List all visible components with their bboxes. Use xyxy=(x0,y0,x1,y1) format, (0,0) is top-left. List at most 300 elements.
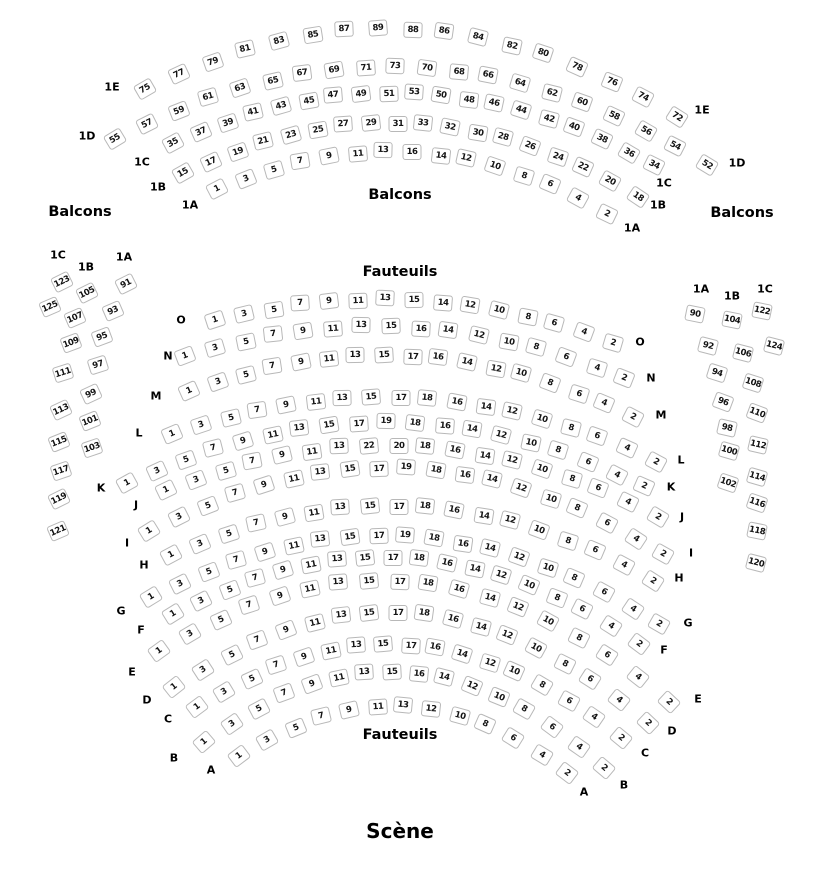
seat-fauteuils-E-7[interactable]: 7 xyxy=(237,594,260,615)
seat-fauteuils-J-7[interactable]: 7 xyxy=(242,451,264,470)
seat-fauteuils-D-11[interactable]: 11 xyxy=(304,613,326,633)
seat-fauteuils-G-11[interactable]: 11 xyxy=(283,536,305,556)
seat-fauteuils-I-19[interactable]: 19 xyxy=(396,458,416,475)
seat-balcons-1D-73[interactable]: 73 xyxy=(385,57,405,74)
seat-fauteuils-D-8[interactable]: 8 xyxy=(553,652,577,675)
seat-fauteuils-M-16[interactable]: 16 xyxy=(428,348,449,366)
seat-balcons-1D-68[interactable]: 68 xyxy=(449,63,469,81)
seat-fauteuils-G-19[interactable]: 19 xyxy=(395,526,415,543)
seat-fauteuils-B-2[interactable]: 2 xyxy=(592,756,617,780)
seat-fauteuils-F-11[interactable]: 11 xyxy=(301,556,323,575)
seat-fauteuils-D-12[interactable]: 12 xyxy=(495,624,519,646)
seat-fauteuils-A-8[interactable]: 8 xyxy=(473,713,497,735)
seat-fauteuils-L-14[interactable]: 14 xyxy=(475,398,496,416)
seat-fauteuils-M-14[interactable]: 14 xyxy=(456,352,478,372)
seat-fauteuils-C-15[interactable]: 15 xyxy=(373,636,393,654)
seat-fauteuils-K-7[interactable]: 7 xyxy=(202,438,224,458)
seat-fauteuils-G-5[interactable]: 5 xyxy=(198,561,221,583)
seat-fauteuils-K-1[interactable]: 1 xyxy=(115,471,139,494)
seat-fauteuils-H-16[interactable]: 16 xyxy=(443,500,465,519)
seat-fauteuils-H-3[interactable]: 3 xyxy=(188,533,212,555)
seat-fauteuils-N-4[interactable]: 4 xyxy=(585,358,608,379)
seat-fauteuils-K-18[interactable]: 18 xyxy=(405,414,426,432)
seat-fauteuils-D-9[interactable]: 9 xyxy=(274,619,298,641)
seat-balcons-1A-5[interactable]: 5 xyxy=(263,160,286,181)
seat-fauteuils-B-8[interactable]: 8 xyxy=(512,697,536,720)
seat-wing-right-1A-94[interactable]: 94 xyxy=(706,363,729,384)
seat-fauteuils-A-6[interactable]: 6 xyxy=(501,726,526,750)
seat-fauteuils-N-15[interactable]: 15 xyxy=(381,318,401,335)
seat-fauteuils-B-6[interactable]: 6 xyxy=(539,715,564,739)
seat-fauteuils-A-10[interactable]: 10 xyxy=(448,706,471,726)
seat-fauteuils-L-17[interactable]: 17 xyxy=(391,390,410,406)
seat-fauteuils-K-6[interactable]: 6 xyxy=(576,451,600,473)
seat-fauteuils-H-10[interactable]: 10 xyxy=(527,519,550,541)
seat-fauteuils-A-7[interactable]: 7 xyxy=(310,706,332,726)
seat-balcons-1D-61[interactable]: 61 xyxy=(197,87,220,108)
seat-fauteuils-J-22[interactable]: 22 xyxy=(359,437,379,455)
seat-balcons-1E-78[interactable]: 78 xyxy=(565,55,589,77)
seat-balcons-1E-75[interactable]: 75 xyxy=(133,77,157,100)
seat-fauteuils-I-16[interactable]: 16 xyxy=(455,466,476,484)
seat-fauteuils-G-7[interactable]: 7 xyxy=(224,549,247,569)
seat-fauteuils-F-18[interactable]: 18 xyxy=(408,549,429,567)
seat-fauteuils-F-8[interactable]: 8 xyxy=(545,587,568,609)
seat-fauteuils-D-3[interactable]: 3 xyxy=(190,658,215,682)
seat-wing-left-1A-95[interactable]: 95 xyxy=(90,326,113,348)
seat-balcons-1A-11[interactable]: 11 xyxy=(347,145,367,163)
seat-fauteuils-N-14[interactable]: 14 xyxy=(438,321,459,340)
seat-fauteuils-G-16[interactable]: 16 xyxy=(453,534,474,553)
seat-fauteuils-K-11[interactable]: 11 xyxy=(262,425,284,445)
seat-balcons-1C-48[interactable]: 48 xyxy=(459,90,480,108)
seat-balcons-1E-89[interactable]: 89 xyxy=(368,20,388,38)
seat-fauteuils-B-1[interactable]: 1 xyxy=(192,730,217,755)
seat-fauteuils-D-16[interactable]: 16 xyxy=(441,609,464,629)
seat-balcons-1A-4[interactable]: 4 xyxy=(566,187,590,210)
seat-fauteuils-O-12[interactable]: 12 xyxy=(459,295,480,314)
seat-fauteuils-I-17[interactable]: 17 xyxy=(370,460,390,477)
seat-fauteuils-N-2[interactable]: 2 xyxy=(612,367,636,389)
seat-fauteuils-M-3[interactable]: 3 xyxy=(206,371,229,392)
seat-fauteuils-A-1[interactable]: 1 xyxy=(227,744,252,768)
seat-balcons-1C-42[interactable]: 42 xyxy=(538,109,560,129)
seat-fauteuils-C-17[interactable]: 17 xyxy=(401,638,421,655)
seat-balcons-1E-74[interactable]: 74 xyxy=(631,85,655,108)
seat-fauteuils-J-14[interactable]: 14 xyxy=(474,446,495,465)
seat-fauteuils-E-13[interactable]: 13 xyxy=(328,573,348,590)
seat-fauteuils-L-10[interactable]: 10 xyxy=(530,408,553,429)
seat-fauteuils-E-8[interactable]: 8 xyxy=(567,627,591,650)
seat-fauteuils-J-13[interactable]: 13 xyxy=(329,438,349,455)
seat-balcons-1E-79[interactable]: 79 xyxy=(202,51,225,72)
seat-fauteuils-N-7[interactable]: 7 xyxy=(262,325,283,343)
seat-fauteuils-N-5[interactable]: 5 xyxy=(235,332,257,351)
seat-fauteuils-O-15[interactable]: 15 xyxy=(404,292,423,308)
seat-balcons-1A-12[interactable]: 12 xyxy=(455,148,477,168)
seat-fauteuils-B-5[interactable]: 5 xyxy=(247,697,271,720)
seat-balcons-1A-9[interactable]: 9 xyxy=(318,146,340,165)
seat-fauteuils-J-8[interactable]: 8 xyxy=(560,469,583,490)
seat-balcons-1D-52[interactable]: 52 xyxy=(695,153,720,177)
seat-fauteuils-J-18[interactable]: 18 xyxy=(415,437,435,455)
seat-fauteuils-E-15[interactable]: 15 xyxy=(359,572,379,590)
seat-fauteuils-L-3[interactable]: 3 xyxy=(190,415,213,436)
seat-balcons-1B-17[interactable]: 17 xyxy=(199,150,223,172)
seat-balcons-1C-44[interactable]: 44 xyxy=(510,100,533,121)
seat-fauteuils-F-4[interactable]: 4 xyxy=(598,614,623,638)
seat-fauteuils-J-2[interactable]: 2 xyxy=(646,505,671,528)
seat-fauteuils-D-13[interactable]: 13 xyxy=(330,606,351,624)
seat-balcons-1E-72[interactable]: 72 xyxy=(665,105,690,129)
seat-fauteuils-K-8[interactable]: 8 xyxy=(546,440,569,461)
seat-fauteuils-D-6[interactable]: 6 xyxy=(578,667,603,691)
seat-wing-right-1A-102[interactable]: 102 xyxy=(716,472,739,493)
seat-balcons-1B-20[interactable]: 20 xyxy=(598,169,622,192)
seat-fauteuils-C-1[interactable]: 1 xyxy=(185,695,210,719)
seat-fauteuils-C-9[interactable]: 9 xyxy=(292,646,315,667)
seat-fauteuils-M-4[interactable]: 4 xyxy=(592,392,616,414)
seat-fauteuils-N-6[interactable]: 6 xyxy=(555,346,578,368)
seat-wing-right-1B-118[interactable]: 118 xyxy=(746,521,768,540)
seat-fauteuils-B-10[interactable]: 10 xyxy=(488,686,512,708)
seat-balcons-1C-39[interactable]: 39 xyxy=(217,112,240,133)
seat-balcons-1A-10[interactable]: 10 xyxy=(484,155,507,176)
seat-fauteuils-L-1[interactable]: 1 xyxy=(160,423,184,445)
seat-balcons-1E-76[interactable]: 76 xyxy=(600,71,624,93)
seat-fauteuils-C-14[interactable]: 14 xyxy=(451,643,474,664)
seat-fauteuils-G-4[interactable]: 4 xyxy=(620,597,645,621)
seat-fauteuils-G-1[interactable]: 1 xyxy=(139,585,164,609)
seat-fauteuils-F-16[interactable]: 16 xyxy=(436,553,458,573)
seat-fauteuils-F-9[interactable]: 9 xyxy=(272,560,295,581)
seat-fauteuils-K-19[interactable]: 19 xyxy=(376,413,395,429)
seat-fauteuils-I-1[interactable]: 1 xyxy=(137,519,162,543)
seat-balcons-1C-47[interactable]: 47 xyxy=(323,86,343,104)
seat-fauteuils-B-12[interactable]: 12 xyxy=(460,675,484,697)
seat-fauteuils-O-14[interactable]: 14 xyxy=(433,294,453,311)
seat-wing-left-1A-97[interactable]: 97 xyxy=(87,355,110,376)
seat-wing-right-1A-98[interactable]: 98 xyxy=(716,418,738,438)
seat-fauteuils-J-5[interactable]: 5 xyxy=(214,461,237,482)
seat-fauteuils-L-18[interactable]: 18 xyxy=(417,389,437,407)
seat-fauteuils-H-5[interactable]: 5 xyxy=(218,524,241,545)
seat-fauteuils-I-9[interactable]: 9 xyxy=(253,474,276,495)
seat-fauteuils-L-13[interactable]: 13 xyxy=(332,389,351,405)
seat-fauteuils-H-13[interactable]: 13 xyxy=(330,498,350,515)
seat-balcons-1C-49[interactable]: 49 xyxy=(351,84,372,102)
seat-fauteuils-E-6[interactable]: 6 xyxy=(595,643,620,667)
seat-balcons-1D-57[interactable]: 57 xyxy=(135,113,159,136)
seat-fauteuils-A-5[interactable]: 5 xyxy=(284,717,308,739)
seat-balcons-1C-46[interactable]: 46 xyxy=(483,93,505,113)
seat-fauteuils-G-15[interactable]: 15 xyxy=(339,527,360,546)
seat-fauteuils-F-15[interactable]: 15 xyxy=(355,549,376,567)
seat-fauteuils-E-1[interactable]: 1 xyxy=(147,639,172,663)
seat-fauteuils-M-8[interactable]: 8 xyxy=(538,372,561,394)
seat-fauteuils-F-14[interactable]: 14 xyxy=(464,560,486,579)
seat-balcons-1D-70[interactable]: 70 xyxy=(417,59,438,77)
seat-fauteuils-N-8[interactable]: 8 xyxy=(525,337,548,357)
seat-fauteuils-K-2[interactable]: 2 xyxy=(632,475,656,497)
seat-fauteuils-C-11[interactable]: 11 xyxy=(320,642,342,661)
seat-fauteuils-E-11[interactable]: 11 xyxy=(299,579,321,599)
seat-balcons-1E-83[interactable]: 83 xyxy=(267,31,290,51)
seat-fauteuils-G-8[interactable]: 8 xyxy=(562,566,586,588)
seat-balcons-1D-55[interactable]: 55 xyxy=(103,127,128,151)
seat-balcons-1B-23[interactable]: 23 xyxy=(279,124,302,145)
seat-fauteuils-L-5[interactable]: 5 xyxy=(220,408,242,428)
seat-fauteuils-F-7[interactable]: 7 xyxy=(244,567,266,587)
seat-balcons-1B-33[interactable]: 33 xyxy=(413,114,434,132)
seat-fauteuils-K-3[interactable]: 3 xyxy=(145,460,169,482)
seat-fauteuils-G-2[interactable]: 2 xyxy=(647,612,671,635)
seat-balcons-1E-87[interactable]: 87 xyxy=(334,21,354,38)
seat-fauteuils-I-6[interactable]: 6 xyxy=(595,511,619,534)
seat-fauteuils-C-3[interactable]: 3 xyxy=(212,680,237,704)
seat-fauteuils-E-12[interactable]: 12 xyxy=(506,596,530,618)
seat-fauteuils-N-9[interactable]: 9 xyxy=(292,321,313,340)
seat-wing-right-1A-92[interactable]: 92 xyxy=(697,336,719,356)
seat-fauteuils-J-4[interactable]: 4 xyxy=(616,490,640,513)
seat-fauteuils-I-2[interactable]: 2 xyxy=(651,542,675,565)
seat-balcons-1D-65[interactable]: 65 xyxy=(261,71,283,91)
seat-wing-left-1A-91[interactable]: 91 xyxy=(114,273,138,296)
seat-balcons-1C-43[interactable]: 43 xyxy=(270,96,293,117)
seat-wing-left-1C-125[interactable]: 125 xyxy=(38,296,62,318)
seat-fauteuils-E-18[interactable]: 18 xyxy=(417,573,438,592)
seat-fauteuils-J-9[interactable]: 9 xyxy=(271,445,293,465)
seat-balcons-1B-15[interactable]: 15 xyxy=(171,161,195,184)
seat-fauteuils-O-7[interactable]: 7 xyxy=(290,295,310,312)
seat-fauteuils-D-1[interactable]: 1 xyxy=(162,675,187,699)
seat-fauteuils-I-7[interactable]: 7 xyxy=(223,483,246,503)
seat-fauteuils-J-1[interactable]: 1 xyxy=(154,479,178,502)
seat-fauteuils-C-8[interactable]: 8 xyxy=(529,673,553,696)
seat-wing-left-1C-123[interactable]: 123 xyxy=(50,271,74,294)
seat-fauteuils-N-12[interactable]: 12 xyxy=(468,325,490,345)
seat-fauteuils-M-5[interactable]: 5 xyxy=(235,365,257,385)
seat-fauteuils-N-1[interactable]: 1 xyxy=(173,345,196,367)
seat-fauteuils-L-16[interactable]: 16 xyxy=(446,392,468,411)
seat-fauteuils-K-5[interactable]: 5 xyxy=(175,450,198,471)
seat-balcons-1B-32[interactable]: 32 xyxy=(440,117,462,137)
seat-wing-left-1A-93[interactable]: 93 xyxy=(101,300,125,322)
seat-fauteuils-D-18[interactable]: 18 xyxy=(413,604,434,622)
seat-fauteuils-G-18[interactable]: 18 xyxy=(423,529,445,548)
seat-fauteuils-C-2[interactable]: 2 xyxy=(609,726,634,750)
seat-fauteuils-E-16[interactable]: 16 xyxy=(447,579,470,600)
seat-wing-left-1B-109[interactable]: 109 xyxy=(59,332,82,354)
seat-fauteuils-G-9[interactable]: 9 xyxy=(253,541,276,562)
seat-fauteuils-C-4[interactable]: 4 xyxy=(581,705,606,729)
seat-fauteuils-B-15[interactable]: 15 xyxy=(382,663,402,680)
seat-fauteuils-F-10[interactable]: 10 xyxy=(517,574,541,596)
seat-fauteuils-E-9[interactable]: 9 xyxy=(268,585,291,606)
seat-fauteuils-I-4[interactable]: 4 xyxy=(624,527,649,551)
seat-fauteuils-N-13[interactable]: 13 xyxy=(351,317,370,333)
seat-fauteuils-M-11[interactable]: 11 xyxy=(319,350,340,368)
seat-fauteuils-M-17[interactable]: 17 xyxy=(403,349,423,366)
seat-fauteuils-H-7[interactable]: 7 xyxy=(245,513,267,533)
seat-wing-right-1B-120[interactable]: 120 xyxy=(745,553,767,573)
seat-fauteuils-I-11[interactable]: 11 xyxy=(283,469,305,489)
seat-fauteuils-J-16[interactable]: 16 xyxy=(444,440,466,459)
seat-fauteuils-D-14[interactable]: 14 xyxy=(470,617,492,637)
seat-wing-left-1A-99[interactable]: 99 xyxy=(79,383,103,406)
seat-balcons-1E-86[interactable]: 86 xyxy=(433,22,454,41)
seat-fauteuils-E-14[interactable]: 14 xyxy=(478,588,501,608)
seat-fauteuils-H-2[interactable]: 2 xyxy=(641,569,666,593)
seat-fauteuils-H-17[interactable]: 17 xyxy=(389,498,408,514)
seat-fauteuils-G-14[interactable]: 14 xyxy=(478,538,500,558)
seat-balcons-1E-88[interactable]: 88 xyxy=(403,22,422,39)
seat-balcons-1E-80[interactable]: 80 xyxy=(532,43,555,64)
seat-wing-right-1B-106[interactable]: 106 xyxy=(732,343,754,363)
seat-fauteuils-E-3[interactable]: 3 xyxy=(178,622,202,645)
seat-fauteuils-A-12[interactable]: 12 xyxy=(421,700,442,718)
seat-balcons-1B-25[interactable]: 25 xyxy=(307,120,328,139)
seat-fauteuils-H-11[interactable]: 11 xyxy=(304,503,325,522)
seat-balcons-1D-69[interactable]: 69 xyxy=(323,60,344,79)
seat-fauteuils-C-13[interactable]: 13 xyxy=(346,636,366,653)
seat-fauteuils-L-6[interactable]: 6 xyxy=(586,425,609,446)
seat-fauteuils-I-5[interactable]: 5 xyxy=(196,495,220,517)
seat-fauteuils-M-15[interactable]: 15 xyxy=(374,347,394,364)
seat-fauteuils-J-12[interactable]: 12 xyxy=(501,450,523,470)
seat-wing-right-1B-108[interactable]: 108 xyxy=(742,373,765,394)
seat-fauteuils-B-11[interactable]: 11 xyxy=(328,668,350,688)
seat-wing-left-1B-113[interactable]: 113 xyxy=(49,399,73,422)
seat-balcons-1A-1[interactable]: 1 xyxy=(205,178,229,201)
seat-fauteuils-D-15[interactable]: 15 xyxy=(359,604,380,622)
seat-fauteuils-O-3[interactable]: 3 xyxy=(233,304,255,324)
seat-fauteuils-M-12[interactable]: 12 xyxy=(485,359,506,378)
seat-wing-right-1C-122[interactable]: 122 xyxy=(751,301,773,320)
seat-wing-right-1B-114[interactable]: 114 xyxy=(746,467,769,488)
seat-wing-left-1B-121[interactable]: 121 xyxy=(46,520,70,542)
seat-fauteuils-H-12[interactable]: 12 xyxy=(499,510,521,530)
seat-balcons-1E-82[interactable]: 82 xyxy=(501,36,523,56)
seat-balcons-1D-54[interactable]: 54 xyxy=(663,134,687,157)
seat-fauteuils-J-6[interactable]: 6 xyxy=(587,477,610,499)
seat-balcons-1A-2[interactable]: 2 xyxy=(595,203,619,226)
seat-wing-right-1B-110[interactable]: 110 xyxy=(745,402,768,424)
seat-wing-left-1B-115[interactable]: 115 xyxy=(47,431,71,453)
seat-fauteuils-H-9[interactable]: 9 xyxy=(274,507,296,527)
seat-balcons-1C-37[interactable]: 37 xyxy=(189,121,213,143)
seat-fauteuils-K-4[interactable]: 4 xyxy=(605,463,629,486)
seat-fauteuils-H-18[interactable]: 18 xyxy=(415,497,436,515)
seat-fauteuils-E-4[interactable]: 4 xyxy=(626,665,651,689)
seat-balcons-1D-62[interactable]: 62 xyxy=(541,83,563,103)
seat-fauteuils-C-16[interactable]: 16 xyxy=(424,637,446,656)
seat-fauteuils-M-1[interactable]: 1 xyxy=(177,380,201,402)
seat-balcons-1B-22[interactable]: 22 xyxy=(571,156,595,178)
seat-balcons-1B-29[interactable]: 29 xyxy=(360,114,381,132)
seat-balcons-1A-6[interactable]: 6 xyxy=(538,173,562,195)
seat-fauteuils-O-9[interactable]: 9 xyxy=(319,292,340,310)
seat-fauteuils-M-2[interactable]: 2 xyxy=(621,406,645,429)
seat-balcons-1B-19[interactable]: 19 xyxy=(227,141,250,162)
seat-fauteuils-I-18[interactable]: 18 xyxy=(425,461,446,480)
seat-balcons-1A-16[interactable]: 16 xyxy=(402,144,421,160)
seat-balcons-1D-59[interactable]: 59 xyxy=(167,101,191,123)
seat-fauteuils-F-5[interactable]: 5 xyxy=(218,579,241,601)
seat-fauteuils-C-7[interactable]: 7 xyxy=(265,655,288,676)
seat-fauteuils-F-17[interactable]: 17 xyxy=(384,550,403,566)
seat-fauteuils-A-9[interactable]: 9 xyxy=(338,700,360,720)
seat-fauteuils-O-8[interactable]: 8 xyxy=(517,308,539,327)
seat-fauteuils-N-16[interactable]: 16 xyxy=(411,320,431,337)
seat-balcons-1E-85[interactable]: 85 xyxy=(302,26,323,45)
seat-fauteuils-H-8[interactable]: 8 xyxy=(557,530,580,551)
seat-fauteuils-D-2[interactable]: 2 xyxy=(636,711,661,736)
seat-fauteuils-G-13[interactable]: 13 xyxy=(310,530,331,548)
seat-fauteuils-O-6[interactable]: 6 xyxy=(543,312,566,333)
seat-balcons-1E-77[interactable]: 77 xyxy=(167,63,191,86)
seat-fauteuils-H-15[interactable]: 15 xyxy=(359,497,380,515)
seat-wing-right-1A-96[interactable]: 96 xyxy=(711,391,734,413)
seat-fauteuils-O-11[interactable]: 11 xyxy=(349,292,369,309)
seat-fauteuils-O-4[interactable]: 4 xyxy=(572,321,595,343)
seat-balcons-1A-3[interactable]: 3 xyxy=(234,168,258,190)
seat-balcons-1C-40[interactable]: 40 xyxy=(562,116,585,138)
seat-fauteuils-I-12[interactable]: 12 xyxy=(510,477,533,498)
seat-fauteuils-I-8[interactable]: 8 xyxy=(565,497,589,519)
seat-fauteuils-F-1[interactable]: 1 xyxy=(161,602,186,626)
seat-fauteuils-A-3[interactable]: 3 xyxy=(255,729,279,752)
seat-fauteuils-J-11[interactable]: 11 xyxy=(302,442,323,461)
seat-balcons-1B-21[interactable]: 21 xyxy=(252,131,274,151)
seat-fauteuils-D-17[interactable]: 17 xyxy=(389,605,408,621)
seat-balcons-1B-28[interactable]: 28 xyxy=(491,127,514,147)
seat-fauteuils-I-15[interactable]: 15 xyxy=(339,460,360,479)
seat-wing-right-1B-104[interactable]: 104 xyxy=(721,310,743,329)
seat-fauteuils-L-8[interactable]: 8 xyxy=(560,418,582,438)
seat-fauteuils-N-11[interactable]: 11 xyxy=(323,320,343,337)
seat-fauteuils-M-10[interactable]: 10 xyxy=(510,363,533,383)
seat-wing-left-1B-119[interactable]: 119 xyxy=(47,488,71,511)
seat-fauteuils-O-5[interactable]: 5 xyxy=(263,300,284,319)
seat-balcons-1D-64[interactable]: 64 xyxy=(509,73,532,94)
seat-fauteuils-C-5[interactable]: 5 xyxy=(240,667,264,689)
seat-balcons-1C-38[interactable]: 38 xyxy=(590,128,614,151)
seat-fauteuils-E-10[interactable]: 10 xyxy=(536,610,560,633)
seat-fauteuils-L-7[interactable]: 7 xyxy=(246,400,267,419)
seat-fauteuils-L-11[interactable]: 11 xyxy=(305,393,326,411)
seat-balcons-1B-31[interactable]: 31 xyxy=(389,116,408,132)
seat-balcons-1C-45[interactable]: 45 xyxy=(298,92,320,111)
seat-fauteuils-B-16[interactable]: 16 xyxy=(409,665,429,683)
seat-fauteuils-K-16[interactable]: 16 xyxy=(435,418,455,435)
seat-fauteuils-K-14[interactable]: 14 xyxy=(461,419,482,438)
seat-fauteuils-B-3[interactable]: 3 xyxy=(219,712,244,736)
seat-fauteuils-B-7[interactable]: 7 xyxy=(272,683,295,705)
seat-fauteuils-K-12[interactable]: 12 xyxy=(490,425,512,445)
seat-wing-right-1B-116[interactable]: 116 xyxy=(745,492,768,513)
seat-balcons-1A-14[interactable]: 14 xyxy=(430,147,451,165)
seat-fauteuils-O-1[interactable]: 1 xyxy=(203,309,226,330)
seat-fauteuils-L-9[interactable]: 9 xyxy=(275,395,297,415)
seat-fauteuils-E-17[interactable]: 17 xyxy=(390,574,409,591)
seat-fauteuils-I-3[interactable]: 3 xyxy=(166,506,190,529)
seat-fauteuils-A-4[interactable]: 4 xyxy=(529,744,554,767)
seat-balcons-1C-36[interactable]: 36 xyxy=(617,141,641,164)
seat-balcons-1D-58[interactable]: 58 xyxy=(602,104,626,127)
seat-fauteuils-G-12[interactable]: 12 xyxy=(507,546,530,568)
seat-fauteuils-C-10[interactable]: 10 xyxy=(502,660,526,682)
